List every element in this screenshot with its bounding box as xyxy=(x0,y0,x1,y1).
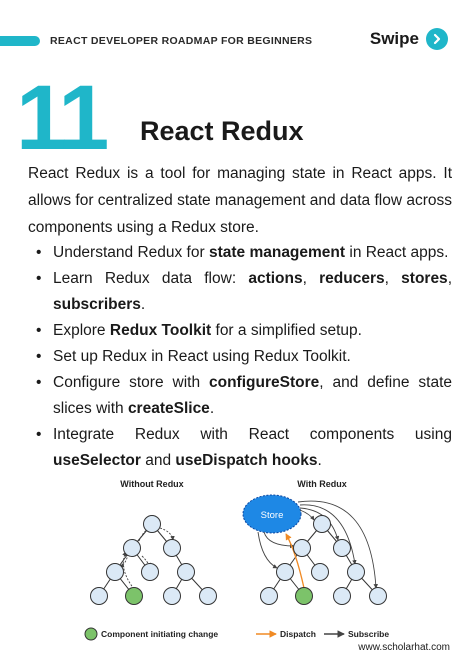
bullet-bold-text: actions xyxy=(248,270,303,287)
tree-with-redux xyxy=(269,524,378,596)
bullet-text: Learn Redux data flow: xyxy=(53,270,249,287)
node xyxy=(164,540,181,557)
footer-url[interactable]: www.scholarhat.com xyxy=(358,642,450,653)
header-accent-bar xyxy=(0,36,40,46)
bullet-text: Set up Redux in React using Redux Toolkit. xyxy=(53,348,351,365)
bullet-text: and xyxy=(140,452,176,469)
node xyxy=(334,588,351,605)
bullet-item xyxy=(28,370,452,422)
bullet-bold-text: createSlice xyxy=(127,400,210,417)
legend-initiating-swatch xyxy=(85,628,97,640)
bullet-text: Integrate Redux with React components using xyxy=(53,426,452,443)
bullet-text: . xyxy=(209,400,215,417)
node xyxy=(334,540,351,557)
section-number: 11 xyxy=(16,67,106,169)
bullet-text: , xyxy=(384,270,402,287)
bullet-bold-text: useSelector xyxy=(53,452,141,469)
legend-subscribe-label: Subscribe xyxy=(348,629,390,639)
node xyxy=(178,564,195,581)
node xyxy=(348,564,365,581)
node xyxy=(200,588,217,605)
intro-paragraph: React Redux is a tool for managing state in React apps. It allows for centralized state management and data flow across components using a Redux store. xyxy=(28,165,452,236)
header-title: REACT DEVELOPER ROADMAP FOR BEGINNERS xyxy=(50,35,313,47)
tree-without-redux xyxy=(99,524,208,596)
bullet-text: , xyxy=(447,270,452,287)
bullet-list xyxy=(28,240,452,474)
bullet-item xyxy=(28,266,452,318)
node xyxy=(370,588,387,605)
bullet-text: Explore xyxy=(53,322,110,339)
diagram-left-title: Without Redux xyxy=(120,479,184,489)
bullet-item xyxy=(28,422,452,474)
bullet-text: for a simplified setup. xyxy=(211,322,362,339)
bullet-text: Configure store with xyxy=(53,374,209,391)
legend-initiating-label: Component initiating change xyxy=(101,629,219,639)
bullet-text: , xyxy=(302,270,320,287)
bullet-bold-text: configureStore xyxy=(209,374,320,391)
bullet-text: , and define state slices with xyxy=(53,374,452,417)
chevron-right-icon[interactable] xyxy=(426,28,448,50)
swipe-control[interactable] xyxy=(370,28,448,50)
swipe-label: Swipe xyxy=(369,29,419,48)
bullet-bold-text: reducers xyxy=(319,270,385,287)
node-initiating xyxy=(126,588,143,605)
node xyxy=(91,588,108,605)
node xyxy=(277,564,294,581)
tree-without-redux-nodes xyxy=(91,516,217,605)
node xyxy=(261,588,278,605)
bullet-bold-text: stores xyxy=(401,270,448,287)
node xyxy=(142,564,159,581)
bullet-bold-text: subscribers xyxy=(53,296,141,313)
node xyxy=(164,588,181,605)
redux-diagram xyxy=(0,472,474,670)
node xyxy=(314,516,331,533)
node xyxy=(124,540,141,557)
bullet-text: Understand Redux for xyxy=(53,244,209,261)
node xyxy=(144,516,161,533)
node xyxy=(312,564,329,581)
legend-dispatch-label: Dispatch xyxy=(280,629,316,639)
bullet-bold-text: Redux Toolkit xyxy=(109,322,212,339)
node-initiating xyxy=(296,588,313,605)
bullet-text: . xyxy=(317,452,322,469)
store-label: Store xyxy=(260,510,284,521)
section-title: React Redux xyxy=(140,116,304,146)
bullet-text: in React apps. xyxy=(345,244,449,261)
bullet-item xyxy=(28,318,452,344)
bullet-text: . xyxy=(140,296,146,313)
node xyxy=(294,540,311,557)
diagram-right-title: With Redux xyxy=(297,479,347,489)
bullet-bold-text: state management xyxy=(208,244,346,261)
node xyxy=(107,564,124,581)
bullet-bold-text: useDispatch hooks xyxy=(175,452,318,469)
bullet-item xyxy=(28,344,452,370)
bullet-item xyxy=(28,240,452,266)
